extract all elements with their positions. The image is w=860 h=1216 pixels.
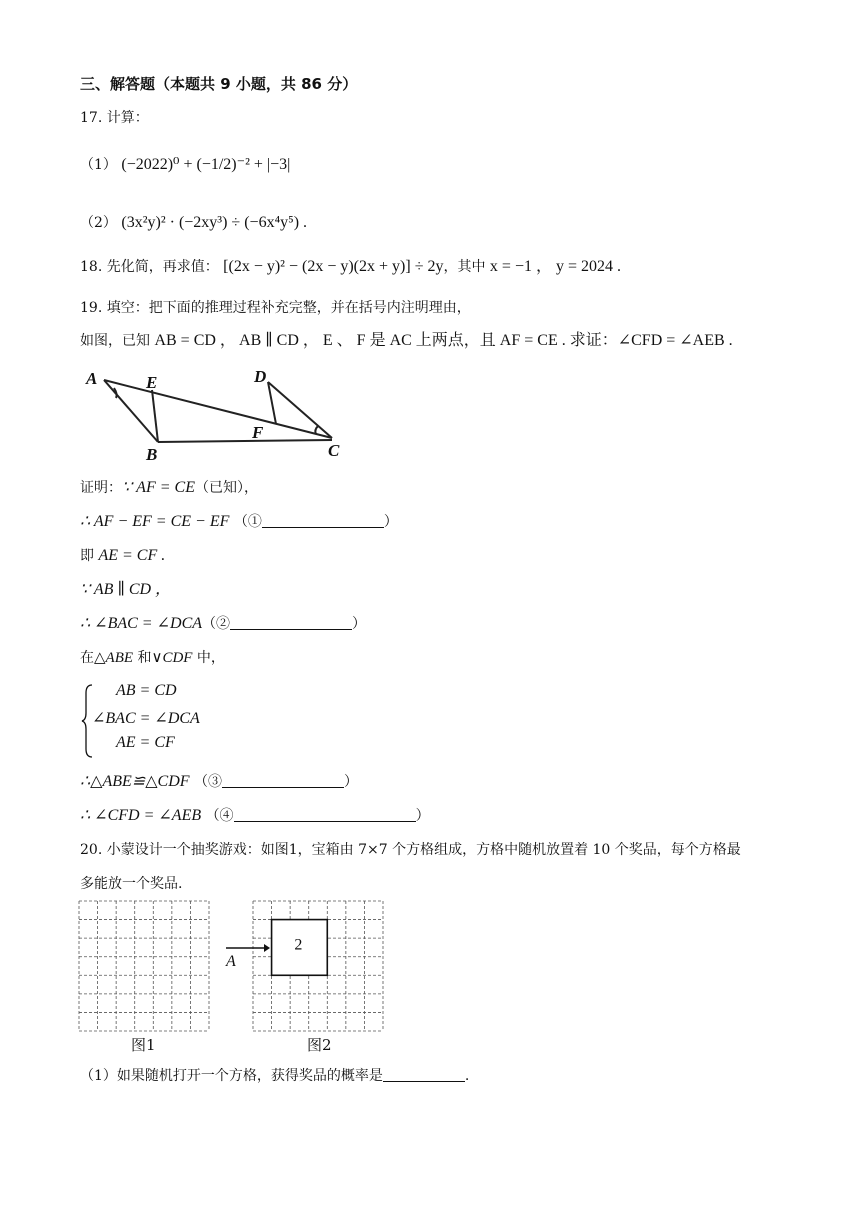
q17-part1-expr: (−2022)⁰ + (−1/2)⁻² + |−3| [121,156,291,173]
angle-mark-c [315,426,318,434]
proof-l1-word: 证明： [80,480,122,496]
proof-line-3 [80,546,165,566]
proof-l6-a: 在 [80,650,94,666]
figure2-box-label: 2 [294,936,303,954]
q20-part1 [80,1066,469,1086]
proof-l8-math: ∴ ∠CFD = ∠AEB [80,807,202,824]
proof-l1-reason: （已知）， [194,480,258,496]
q17-part2-label: （2） [80,215,117,231]
q17-part1-label: （1） [80,157,117,173]
answer-blank-3[interactable] [222,773,344,788]
proof-l6-e: 中， [196,650,225,666]
proof-l2-open: （① [233,514,262,530]
q17-stem: 17. 计算： [80,110,149,126]
figure2-caption: 图2 [307,1036,332,1054]
q19-given [80,331,733,351]
proof-l5-open: （② [202,616,231,632]
figure2-arrow [224,938,272,968]
section-title: 三、解答题（本题共 9 小题，共 86 分） [80,75,358,93]
q18 [80,257,621,277]
proof-l1-math: ∵ AF = CE [122,479,195,496]
proof-line-8 [80,806,430,826]
q17-part1 [80,155,290,175]
q19-given-lead: 如图，已知 [80,333,150,349]
proof-l7-close: ） [343,774,358,790]
proof-l8-open: （④ [205,808,234,824]
figure2-arrow-label: A [226,953,236,968]
system-line-2: ∠BAC = ∠DCA [92,710,200,727]
label-e: E [146,373,158,392]
q20-stem-line-1: 20. 小蒙设计一个抽奖游戏：如图1，宝箱由 7×7 个方格组成，方格中随机放置着 10 个奖品，每个方格最 [80,842,741,858]
segment-bc [158,440,332,442]
figure1-grid [78,900,210,1032]
answer-blank-2[interactable] [230,615,352,630]
q17-part2 [80,213,307,233]
label-f: F [252,423,264,442]
label-c: C [328,441,340,460]
q20-part1-text: （1）如果随机打开一个方格，获得奖品的概率是 [80,1068,383,1084]
proof-l7-open: （③ [193,774,222,790]
q19-stem: 19. 填空：把下面的推理过程补充完整，并在括号内注明理由， [80,300,471,316]
proof-l5-math: ∴ ∠BAC = ∠DCA [80,615,203,632]
q20-stem-line-2: 多能放一个奖品. [80,876,183,892]
answer-blank-4[interactable] [234,807,416,822]
proof-line-4 [80,580,171,600]
proof-l4-math: ∵ AB ∥ CD ， [80,581,172,598]
proof-line-5 [80,614,366,634]
q18-stem: 18. 先化简，再求值： [80,259,219,275]
q18-condition: x = −1 ， y = 2024 . [489,258,621,275]
proof-line-7 [80,772,358,792]
proof-l6-c: 和 [137,650,152,666]
system-line-3: AE = CF [116,734,175,751]
proof-l5-close: ） [352,616,367,632]
system-line-1: AB = CD [116,682,177,699]
proof-line-2 [80,512,398,532]
q20-part1-end: . [464,1068,470,1084]
q19-triangle-figure [80,366,360,462]
label-a: A [86,369,98,388]
proof-line-1 [80,478,258,498]
proof-l7-math: ∴△ABE≌△CDF [80,773,190,790]
label-b: B [146,445,158,462]
q18-expr: [(2x − y)² − (2x − y)(2x + y)] ÷ 2y [223,258,444,275]
proof-l3-math: AE = CF . [98,547,166,564]
answer-blank-1[interactable] [262,513,384,528]
answer-blank-probability[interactable] [383,1067,465,1082]
arrow-head-icon [264,944,270,952]
proof-l8-close: ） [415,808,430,824]
proof-l6-b: △ABE [94,650,134,666]
figure1-caption: 图1 [131,1036,156,1054]
proof-l2-math: ∴ AF − EF = CE − EF [80,513,230,530]
proof-line-6 [80,648,225,668]
proof-l6-d: ∨CDF [151,650,193,666]
q17-part2-expr: (3x²y)² · (−2xy³) ÷ (−6x⁴y⁵) . [121,214,308,231]
label-d: D [254,367,267,386]
proof-l3-word: 即 [80,548,94,564]
segment-be [152,390,158,442]
q19-given-body: AB = CD ， AB ∥ CD ， E 、 F 是 AC 上两点，且 AF = CE . 求证：∠CFD = ∠AEB . [154,332,733,349]
proof-l2-close: ） [383,514,398,530]
q18-cond-word: ，其中 [443,259,486,275]
